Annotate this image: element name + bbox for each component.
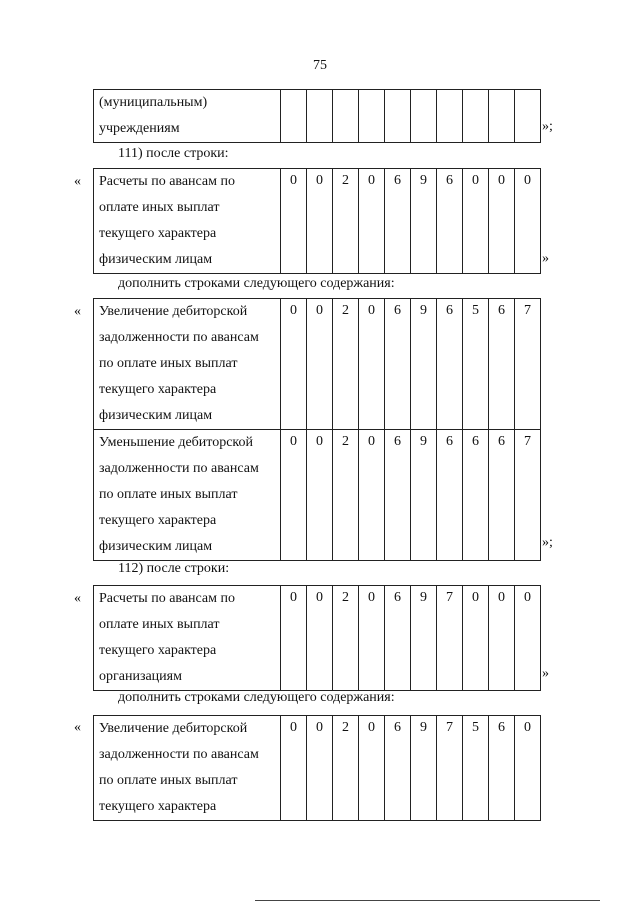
- code-digit: [307, 90, 333, 143]
- code-digit: 0: [359, 430, 385, 561]
- code-digit: [359, 90, 385, 143]
- code-digit: 0: [307, 586, 333, 691]
- opening-quote: «: [74, 720, 81, 735]
- description-line: задолженности по авансам: [99, 747, 259, 762]
- code-digit: 6: [489, 430, 515, 561]
- description-line: оплате иных выплат: [99, 200, 220, 215]
- code-digit: 0: [307, 299, 333, 430]
- code-digit: [463, 90, 489, 143]
- opening-quote: «: [74, 304, 81, 319]
- opening-quote: «: [74, 174, 81, 189]
- code-digit: 6: [385, 430, 411, 561]
- code-digit: 7: [515, 299, 541, 430]
- code-digit: 9: [411, 299, 437, 430]
- description-line: текущего характера: [99, 643, 217, 658]
- description-cell: [94, 430, 281, 561]
- closing-quote: »: [542, 251, 549, 266]
- code-digit: 0: [489, 169, 515, 274]
- description-line: по оплате иных выплат: [99, 773, 238, 788]
- description-cell: [94, 716, 281, 821]
- code-table-add-111: [93, 298, 541, 561]
- code-digit: 6: [437, 430, 463, 561]
- code-digit: 6: [463, 430, 489, 561]
- code-digit: 0: [359, 716, 385, 821]
- description-line: текущего характера: [99, 513, 217, 528]
- description-line: текущего характера: [99, 382, 217, 397]
- code-digit: 2: [333, 716, 359, 821]
- code-digit: 0: [515, 586, 541, 691]
- description-line: по оплате иных выплат: [99, 487, 238, 502]
- code-digit: 6: [385, 169, 411, 274]
- closing-quote: »;: [542, 535, 553, 550]
- code-digit: 6: [489, 299, 515, 430]
- code-table-continuation: [93, 89, 541, 143]
- code-digit: 0: [515, 716, 541, 821]
- code-digit: 9: [411, 430, 437, 561]
- closing-quote: »;: [542, 119, 553, 134]
- description-line: задолженности по авансам: [99, 461, 259, 476]
- description-cell: [94, 169, 281, 274]
- description-line: физическим лицам: [99, 539, 213, 554]
- description-cell: [94, 299, 281, 430]
- code-digit: [515, 90, 541, 143]
- code-digit: 0: [359, 586, 385, 691]
- code-digit: [385, 90, 411, 143]
- code-digit: 6: [385, 716, 411, 821]
- code-digit: 9: [411, 716, 437, 821]
- code-digit: 6: [437, 299, 463, 430]
- table-row: [94, 586, 541, 691]
- description-line: Расчеты по авансам по: [99, 591, 236, 606]
- code-digit: 0: [281, 299, 307, 430]
- code-digit: 0: [463, 169, 489, 274]
- code-digit: 2: [333, 169, 359, 274]
- paragraph-intro: дополнить строками следующего содержания:: [118, 690, 395, 705]
- paragraph-intro: 111) после строки:: [118, 146, 229, 161]
- description-line: по оплате иных выплат: [99, 356, 238, 371]
- code-digit: [281, 90, 307, 143]
- code-digit: 0: [281, 586, 307, 691]
- description-line: оплате иных выплат: [99, 617, 220, 632]
- code-digit: [333, 90, 359, 143]
- code-digit: [437, 90, 463, 143]
- code-digit: 0: [281, 430, 307, 561]
- code-digit: 6: [385, 586, 411, 691]
- table-row: [94, 716, 541, 821]
- description-line: задолженности по авансам: [99, 330, 259, 345]
- code-digit: 0: [281, 169, 307, 274]
- code-digit: [411, 90, 437, 143]
- page-number: 75: [313, 58, 327, 73]
- code-digit: 7: [437, 716, 463, 821]
- scan-edge-line: [255, 900, 600, 901]
- code-digit: 9: [411, 586, 437, 691]
- paragraph-intro: дополнить строками следующего содержания:: [118, 276, 395, 291]
- description-line: организациям: [99, 669, 182, 684]
- table-row: [94, 430, 541, 561]
- code-digit: 2: [333, 430, 359, 561]
- code-table-111: [93, 168, 541, 274]
- description-line: Расчеты по авансам по: [99, 174, 236, 189]
- code-table-add-112: [93, 715, 541, 821]
- description-line: Увеличение дебиторской: [99, 721, 248, 736]
- code-digit: 0: [359, 169, 385, 274]
- opening-quote: «: [74, 591, 81, 606]
- code-digit: 6: [489, 716, 515, 821]
- description-line: учреждениям: [99, 121, 180, 136]
- table-row: [94, 299, 541, 430]
- code-digit: 0: [515, 169, 541, 274]
- description-line: (муниципальным): [99, 95, 208, 110]
- code-digit: 7: [515, 430, 541, 561]
- description-line: текущего характера: [99, 226, 217, 241]
- table-row: [94, 90, 541, 143]
- code-digit: 0: [463, 586, 489, 691]
- code-digit: 5: [463, 299, 489, 430]
- paragraph-intro: 112) после строки:: [118, 561, 230, 576]
- code-digit: 0: [307, 430, 333, 561]
- code-digit: 0: [359, 299, 385, 430]
- code-digit: 2: [333, 586, 359, 691]
- code-digit: 5: [463, 716, 489, 821]
- code-digit: 6: [385, 299, 411, 430]
- description-cell: [94, 90, 281, 143]
- description-line: физическим лицам: [99, 408, 213, 423]
- description-cell: [94, 586, 281, 691]
- code-digit: 0: [307, 169, 333, 274]
- description-line: Увеличение дебиторской: [99, 304, 248, 319]
- code-digit: 6: [437, 169, 463, 274]
- table-row: [94, 169, 541, 274]
- code-digit: 2: [333, 299, 359, 430]
- code-digit: 0: [307, 716, 333, 821]
- code-digit: [489, 90, 515, 143]
- code-digit: 7: [437, 586, 463, 691]
- description-line: текущего характера: [99, 799, 217, 814]
- description-line: физическим лицам: [99, 252, 213, 267]
- code-digit: 0: [281, 716, 307, 821]
- closing-quote: »: [542, 666, 549, 681]
- code-digit: 9: [411, 169, 437, 274]
- code-table-112: [93, 585, 541, 691]
- description-line: Уменьшение дебиторской: [99, 435, 254, 450]
- code-digit: 0: [489, 586, 515, 691]
